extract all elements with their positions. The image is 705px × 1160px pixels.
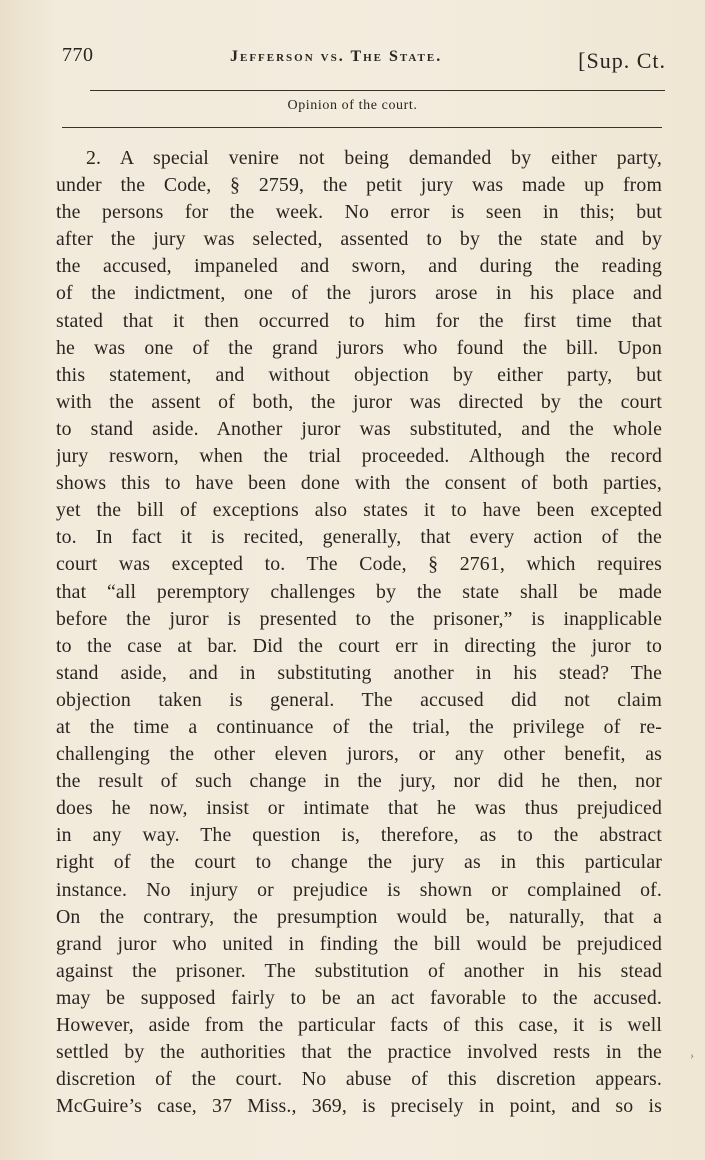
- text-line: to the case at bar. Did the court err in directing the juror to: [56, 634, 662, 657]
- text-line: yet the bill of exceptions also states it to have been excepted: [56, 499, 662, 522]
- text-line: with the assent of both, the juror was directed by the court: [56, 390, 662, 413]
- text-line: discretion of the court. No abuse of this discretion appears.: [56, 1068, 662, 1091]
- text-line: right of the court to change the jury as in this particular: [56, 851, 662, 874]
- text-line: instance. No injury or prejudice is shown or complained of.: [56, 878, 662, 901]
- header-rule-top: [90, 90, 665, 91]
- text-line: after the jury was selected, assented to by the state and by: [56, 228, 662, 251]
- text-line: McGuire’s case, 37 Miss., 369, is precisely in point, and so is: [56, 1095, 662, 1118]
- text-line: settled by the authorities that the practice involved rests in the: [56, 1041, 662, 1064]
- page-number: 770: [62, 44, 94, 66]
- text-line: stated that it then occurred to him for the first time that: [56, 309, 662, 332]
- text-line: the result of such change in the jury, nor did he then, nor: [56, 770, 662, 793]
- text-line: challenging the other eleven jurors, or any other benefit, as: [56, 743, 662, 766]
- text-line: he was one of the grand jurors who found the bill. Upon: [56, 336, 662, 359]
- text-line: objection taken is general. The accused did not claim: [56, 688, 662, 711]
- text-line: jury resworn, when the trial proceeded. Although the record: [56, 445, 662, 468]
- text-line: of the indictment, one of the jurors arose in his place and: [56, 282, 662, 305]
- text-line: under the Code, § 2759, the petit jury was made up from: [56, 174, 662, 197]
- opinion-body-text: [56, 145, 662, 1120]
- text-line: grand juror who united in finding the bill would be prejudiced: [56, 932, 662, 955]
- text-line: may be supposed fairly to be an act favorable to the accused.: [56, 986, 662, 1009]
- text-line: 2. A special venire not being demanded by either party,: [86, 147, 662, 169]
- header-rule-bottom: [62, 127, 662, 128]
- section-subheading: Opinion of the court.: [287, 98, 418, 113]
- text-line: before the juror is presented to the prisoner,” is inapplicable: [56, 607, 662, 630]
- text-line: However, aside from the particular facts of this case, it is well: [56, 1014, 662, 1036]
- text-line: the persons for the week. No error is seen in this; but: [56, 201, 662, 224]
- text-line: to. In fact it is recited, generally, that every action of the: [56, 526, 662, 549]
- text-line: that “all peremptory challenges by the state shall be made: [56, 580, 662, 603]
- text-line: stand aside, and in substituting another in his stead? The: [56, 661, 662, 684]
- page-header: [58, 40, 670, 80]
- court-abbreviation: [Sup. Ct.: [578, 48, 666, 73]
- text-line: shows this to have been done with the consent of both parties,: [56, 472, 662, 495]
- text-line: at the time a continuance of the trial, the privilege of re-: [56, 715, 662, 738]
- text-line: against the prisoner. The substitution of another in his stead: [56, 959, 662, 982]
- running-title: Jefferson vs. The State.: [230, 48, 443, 65]
- text-line: On the contrary, the presumption would be, naturally, that a: [56, 905, 662, 928]
- text-line: in any way. The question is, therefore, as to the abstract: [56, 824, 662, 847]
- text-line: this statement, and without objection by either party, but: [56, 363, 662, 386]
- text-line: court was excepted to. The Code, § 2761, which requires: [56, 553, 662, 576]
- margin-mark: ›: [690, 1048, 694, 1062]
- text-line: to stand aside. Another juror was substituted, and the whole: [56, 417, 662, 440]
- text-line: the accused, impaneled and sworn, and during the reading: [56, 255, 662, 278]
- text-line: does he now, insist or intimate that he was thus prejudiced: [56, 797, 662, 820]
